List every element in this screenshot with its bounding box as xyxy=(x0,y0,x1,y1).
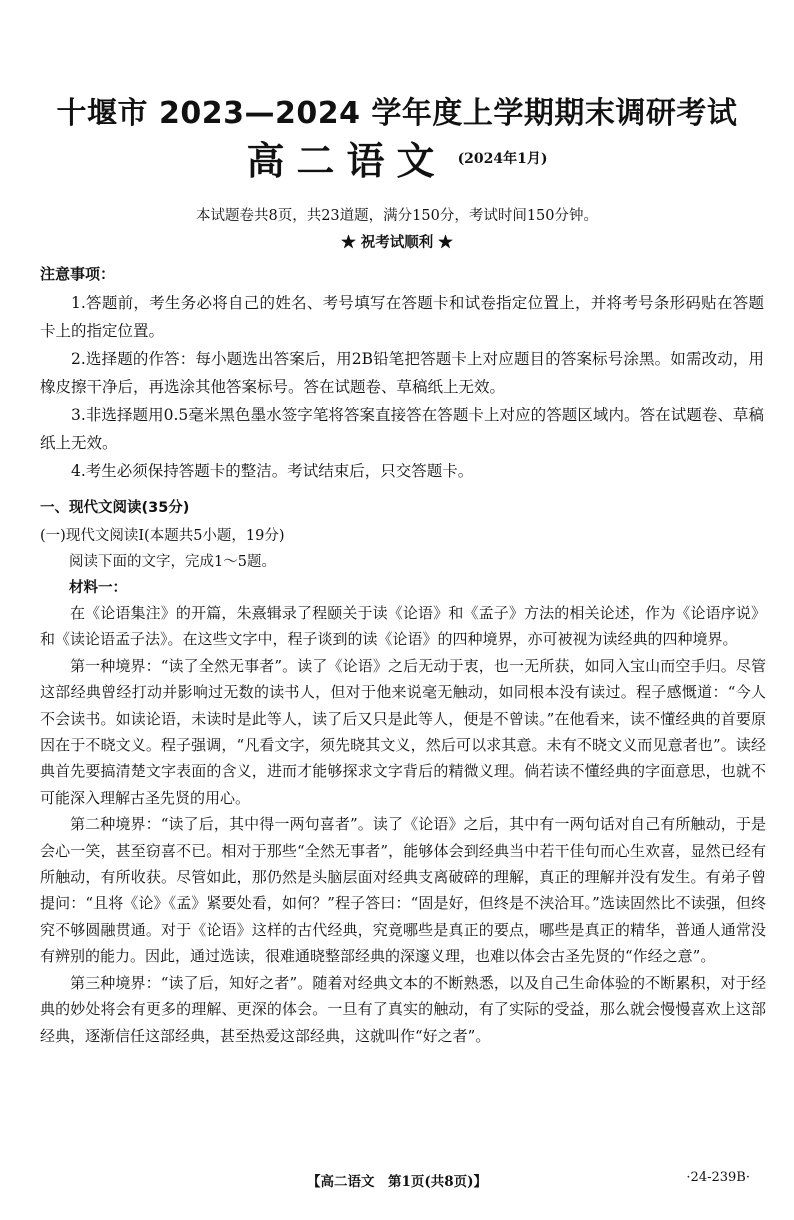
exam-date: (2024年1月) xyxy=(457,150,548,167)
paper-code: ·24-239B· xyxy=(686,1170,750,1185)
good-luck-banner: ★ 祝考试顺利 ★ xyxy=(341,234,453,251)
subject-title: 高二语文 xyxy=(246,139,447,183)
note-item: 2.选择题的作答：每小题选出答案后，用2B铅笔把答题卡上对应题目的答案标号涂黑。如需改动，用橡皮擦干净后，再选涂其他答案标号。答在试题卷、草稿纸上无效。 xyxy=(40,350,764,396)
note-item: 3.非选择题用0.5毫米黑色墨水签字笔将答案直接答在答题卡上对应的答题区域内。答在试题卷、草稿纸上无效。 xyxy=(40,406,764,452)
notes-title: 注意事项： xyxy=(40,265,116,283)
subject-row xyxy=(0,130,794,185)
passage-paragraph: 第三种境界：“读了后，知好之者”。随着对经典文本的不断熟悉，以及自己生命体验的不断累积，对于经典的妙处将会有更多的理解、更深的体会。一旦有了真实的触动，有了实际的受益，那么就会慢慢喜欢上这部经典，逐渐信任这部经典，甚至热爱这部经典，这就叫作“好之者”。 xyxy=(40,973,766,1045)
exam-info: 本试题卷共8页，共23道题，满分150分，考试时间150分钟。 xyxy=(195,208,599,224)
page-footer: 【高二语文 第1页(共8页)】 xyxy=(306,1174,488,1190)
reading-instruction: 阅读下面的文字，完成1～5题。 xyxy=(69,554,276,570)
passage-paragraph: 第一种境界：“读了全然无事者”。读了《论语》之后无动于衷，也一无所获，如同入宝山而空手归。尽管这部经典曾经打动并影响过无数的读书人，但对于他来说毫无触动，如同根本没有读过。程子感慨道：“今人不会读书。如读论语，未读时是此等人，读了后又只是此等人，便是不曾读。”在他看来，读不懂经典的首要原因在于不晓文义。程子强调，“凡看文字，须先晓其文义，然后可以求其意。未有不晓文义而见意者也”。读经典首先要搞清楚文字表面的含义，进而才能够探求文字背后的精微义理。倘若读不懂经典的字面意思，也就不可能深入理解古圣先贤的用心。 xyxy=(40,656,766,807)
passage-paragraph: 在《论语集注》的开篇，朱熹辑录了程颐关于读《论语》和《孟子》方法的相关论述，作为《论语序说》和《读论语孟子法》。在这些文字中，程子谈到的读《论语》的四种境界，亦可被视为读经典的四种境界。 xyxy=(40,604,766,649)
section-heading: 一、现代文阅读(35分) xyxy=(40,500,190,516)
notes-list xyxy=(40,289,764,485)
passage-paragraph: 第二种境界：“读了后，其中得一两句喜者”。读了《论语》之后，其中有一两句话对自己有所触动，于是会心一笑，甚至窃喜不已。相对于那些“全然无事者”，能够体会到经典当中若干佳句而心生欢喜，显然已经有所触动，有所收获。尽管如此，那仍然是头脑层面对经典支离破碎的理解，真正的理解并没有发生。有弟子曾提问：“且将《论》《孟》紧要处看，如何？”程子答曰：“固是好，但终是不浃洽耳。”选读固然比不读强，但终究不够圆融贯通。对于《论语》这样的古代经典，究竟哪些是真正的要点，哪些是真正的精华，普通人通常没有辨别的能力。因此，通过选读，很难通晓整部经典的深邃义理，也难以体会古圣先贤的“作经之意”。 xyxy=(40,815,766,966)
note-item: 4.考生必须保持答题卡的整洁。考试结束后，只交答题卡。 xyxy=(71,462,474,480)
reading-passage xyxy=(40,600,766,1049)
material-label: 材料一： xyxy=(69,579,127,596)
note-item: 1.答题前，考生务必将自己的姓名、考号填写在答题卡和试卷指定位置上，并将考号条形码贴在答题卡上的指定位置。 xyxy=(40,294,764,340)
exam-title: 十堰市 2023—2024 学年度上学期期末调研考试 xyxy=(56,96,738,131)
subsection-heading: (一)现代文阅读Ⅰ(本题共5小题，19分) xyxy=(40,528,285,544)
